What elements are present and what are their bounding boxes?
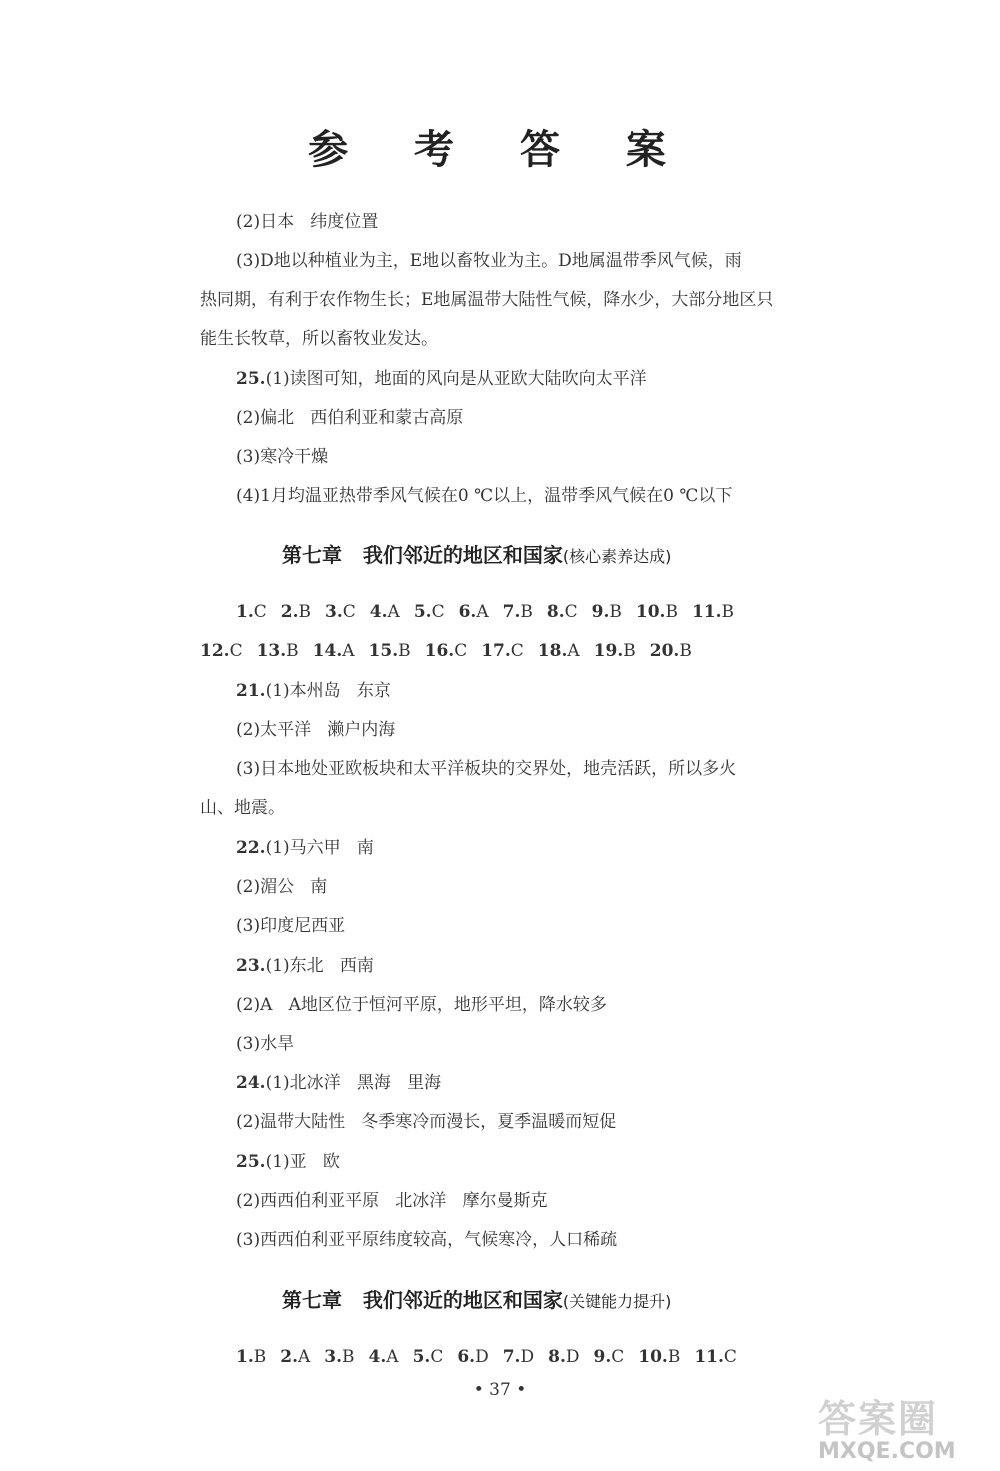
question-23 bbox=[236, 954, 374, 978]
answer-line: (3)D地以种植业为主，E地以畜牧业为主。D地属温带季风气候，雨 bbox=[236, 251, 742, 271]
mc-choice: A bbox=[386, 1347, 399, 1367]
question-22 bbox=[236, 836, 374, 860]
mc-choice: C bbox=[454, 641, 468, 661]
answer-line: (2)偏北 西伯利亚和蒙古高原 bbox=[236, 408, 464, 428]
mc-answer bbox=[538, 641, 580, 661]
mc-question-number: 13. bbox=[256, 641, 287, 661]
mc-choice: A bbox=[298, 1347, 311, 1367]
mc-choice: C bbox=[723, 1347, 737, 1367]
page-number: • 37 • bbox=[473, 1380, 527, 1400]
mc-question-number: 3. bbox=[325, 602, 343, 622]
answer-line: 热同期，有利于农作物生长；E地属温带大陆性气候，降水少，大部分地区只 bbox=[200, 290, 774, 310]
mc-question-number: 7. bbox=[502, 602, 521, 622]
answer-line: (3)印度尼西亚 bbox=[236, 916, 346, 936]
mc-choice: B bbox=[623, 641, 636, 661]
mc-question-number: 15. bbox=[368, 641, 399, 661]
mc-answer bbox=[236, 602, 267, 622]
mc-choice: C bbox=[564, 602, 578, 622]
section-title: 第七章 我们邻近的地区和国家 bbox=[282, 1288, 563, 1312]
mc-answer bbox=[457, 1347, 488, 1367]
mc-answer bbox=[594, 641, 636, 661]
mc-choice: A bbox=[342, 641, 355, 661]
question-number: 25. bbox=[236, 369, 266, 389]
mc-answer bbox=[281, 602, 311, 622]
answer-text: (1)东北 西南 bbox=[265, 956, 374, 976]
mc-question-number: 20. bbox=[649, 641, 680, 661]
watermark-logo bbox=[818, 1398, 978, 1468]
mc-question-number: 19. bbox=[593, 641, 624, 661]
answer-text: (1)北冰洋 黑海 里海 bbox=[265, 1073, 442, 1093]
mc-question-number: 8. bbox=[546, 602, 565, 622]
mc-answer bbox=[425, 641, 468, 661]
mc-answer bbox=[547, 602, 578, 622]
answer-line: 山、地震。 bbox=[200, 798, 285, 818]
section-subtitle: (关键能力提升) bbox=[562, 1292, 672, 1311]
mc-question-number: 9. bbox=[593, 1347, 612, 1367]
question-number: 23. bbox=[236, 956, 266, 976]
mc-answer bbox=[650, 641, 692, 661]
mc-answer bbox=[414, 602, 445, 622]
mc-choice: C bbox=[253, 602, 267, 622]
mc-answer bbox=[413, 1347, 444, 1367]
answer-line: (4)1月均温亚热带季风气候在0 ℃以上，温带季风气候在0 ℃以下 bbox=[236, 486, 733, 506]
mc-choice: C bbox=[342, 602, 356, 622]
answer-line: (2)A A地区位于恒河平原，地形平坦，降水较多 bbox=[236, 995, 607, 1015]
mc-answer bbox=[313, 641, 355, 661]
mc-question-number: 18. bbox=[537, 641, 568, 661]
question-25 bbox=[236, 1150, 340, 1174]
question-number: 25. bbox=[236, 1152, 266, 1172]
mc-question-number: 5. bbox=[413, 602, 432, 622]
mc-question-number: 11. bbox=[691, 602, 722, 622]
section-heading bbox=[282, 1287, 671, 1315]
mc-answer bbox=[636, 602, 678, 622]
question-24 bbox=[236, 1071, 441, 1095]
mc-choice: B bbox=[520, 602, 533, 622]
answer-text: (1)读图可知，地面的风向是从亚欧大陆吹向太平洋 bbox=[265, 369, 647, 389]
answer-line: (3)寒冷干燥 bbox=[236, 447, 329, 467]
mc-answer bbox=[200, 641, 243, 661]
mc-answer bbox=[481, 641, 524, 661]
mc-answer bbox=[370, 602, 400, 622]
answer-text: (1)亚 欧 bbox=[265, 1152, 340, 1172]
mc-choice: B bbox=[286, 641, 299, 661]
mc-choice: D bbox=[475, 1347, 489, 1367]
watermark-text: 答案圈 bbox=[818, 1397, 939, 1441]
mc-answers-row bbox=[236, 1345, 751, 1369]
mc-question-number: 1. bbox=[236, 602, 254, 622]
mc-answer bbox=[257, 641, 299, 661]
mc-question-number: 10. bbox=[638, 1347, 668, 1367]
mc-choice: C bbox=[431, 602, 445, 622]
mc-answer bbox=[325, 602, 356, 622]
mc-choice: B bbox=[609, 602, 622, 622]
mc-answer bbox=[324, 1347, 354, 1367]
mc-answer bbox=[638, 1347, 680, 1367]
mc-answer bbox=[369, 1347, 399, 1367]
mc-question-number: 8. bbox=[548, 1347, 566, 1367]
mc-question-number: 2. bbox=[280, 1347, 298, 1367]
answer-line: (3)水旱 bbox=[236, 1034, 295, 1054]
mc-answer bbox=[694, 1347, 737, 1367]
mc-question-number: 11. bbox=[694, 1347, 724, 1367]
mc-choice: B bbox=[253, 1347, 267, 1367]
mc-answer bbox=[548, 1347, 579, 1367]
mc-question-number: 2. bbox=[280, 602, 299, 622]
mc-question-number: 3. bbox=[324, 1347, 343, 1367]
mc-question-number: 6. bbox=[457, 1347, 476, 1367]
question-21 bbox=[236, 679, 391, 703]
mc-question-number: 17. bbox=[481, 641, 511, 661]
mc-question-number: 7. bbox=[502, 1347, 521, 1367]
question-number: 24. bbox=[236, 1073, 266, 1093]
mc-question-number: 16. bbox=[424, 641, 455, 661]
mc-choice: A bbox=[387, 602, 400, 622]
mc-choice: B bbox=[667, 1347, 681, 1367]
mc-answers-row bbox=[200, 639, 706, 663]
mc-choice: A bbox=[567, 641, 580, 661]
mc-answer bbox=[280, 1347, 310, 1367]
mc-choice: A bbox=[476, 602, 489, 622]
question-number: 22. bbox=[236, 838, 266, 858]
mc-choice: B bbox=[665, 602, 678, 622]
section-title: 第七章 我们邻近的地区和国家 bbox=[282, 543, 563, 567]
mc-answer bbox=[459, 602, 489, 622]
mc-answer bbox=[594, 1347, 625, 1367]
answer-line: (3)日本地处亚欧板块和太平洋板块的交界处，地壳活跃，所以多火 bbox=[236, 759, 737, 779]
answer-line: (2)西西伯利亚平原 北冰洋 摩尔曼斯克 bbox=[236, 1191, 548, 1211]
page-title: 参 考 答 案 bbox=[308, 127, 692, 173]
answer-line: (2)日本 纬度位置 bbox=[236, 212, 379, 232]
mc-choice: D bbox=[565, 1347, 580, 1367]
mc-answer bbox=[503, 602, 533, 622]
mc-choice: B bbox=[342, 1347, 355, 1367]
answer-line: (3)西西伯利亚平原纬度较高，气候寒冷，人口稀疏 bbox=[236, 1230, 618, 1250]
mc-answer bbox=[236, 1347, 266, 1367]
mc-choice: B bbox=[298, 602, 312, 622]
mc-question-number: 14. bbox=[312, 641, 343, 661]
mc-question-number: 4. bbox=[368, 1347, 387, 1367]
mc-choice: B bbox=[679, 641, 692, 661]
mc-answer bbox=[592, 602, 622, 622]
mc-question-number: 1. bbox=[236, 1347, 254, 1367]
answer-text: (1)本州岛 东京 bbox=[265, 681, 391, 701]
answer-line: (2)太平洋 濑户内海 bbox=[236, 720, 396, 740]
mc-answers-row bbox=[236, 600, 748, 624]
mc-answer bbox=[503, 1347, 534, 1367]
mc-question-number: 5. bbox=[412, 1347, 431, 1367]
question-25 bbox=[236, 367, 647, 391]
mc-answer bbox=[692, 602, 734, 622]
answer-line: (2)湄公 南 bbox=[236, 877, 328, 897]
answer-text: (1)马六甲 南 bbox=[265, 838, 374, 858]
answer-line: 能生长牧草，所以畜牧业发达。 bbox=[200, 329, 438, 349]
section-subtitle: (核心素养达成) bbox=[562, 547, 672, 566]
answer-line: (2)温带大陆性 冬季寒冷而漫长，夏季温暖而短促 bbox=[236, 1112, 617, 1132]
mc-answer bbox=[369, 641, 411, 661]
section-heading bbox=[282, 542, 671, 570]
mc-question-number: 6. bbox=[458, 602, 477, 622]
mc-question-number: 12. bbox=[200, 641, 230, 661]
mc-choice: C bbox=[611, 1347, 625, 1367]
mc-choice: C bbox=[510, 641, 524, 661]
mc-question-number: 9. bbox=[591, 602, 610, 622]
question-number: 21. bbox=[236, 681, 266, 701]
mc-choice: C bbox=[430, 1347, 444, 1367]
watermark-url: MXQE.COM bbox=[818, 1439, 956, 1464]
mc-choice: D bbox=[520, 1347, 535, 1367]
mc-choice: C bbox=[229, 641, 243, 661]
mc-choice: B bbox=[398, 641, 411, 661]
mc-question-number: 10. bbox=[635, 602, 666, 622]
mc-choice: B bbox=[721, 602, 735, 622]
mc-question-number: 4. bbox=[369, 602, 388, 622]
